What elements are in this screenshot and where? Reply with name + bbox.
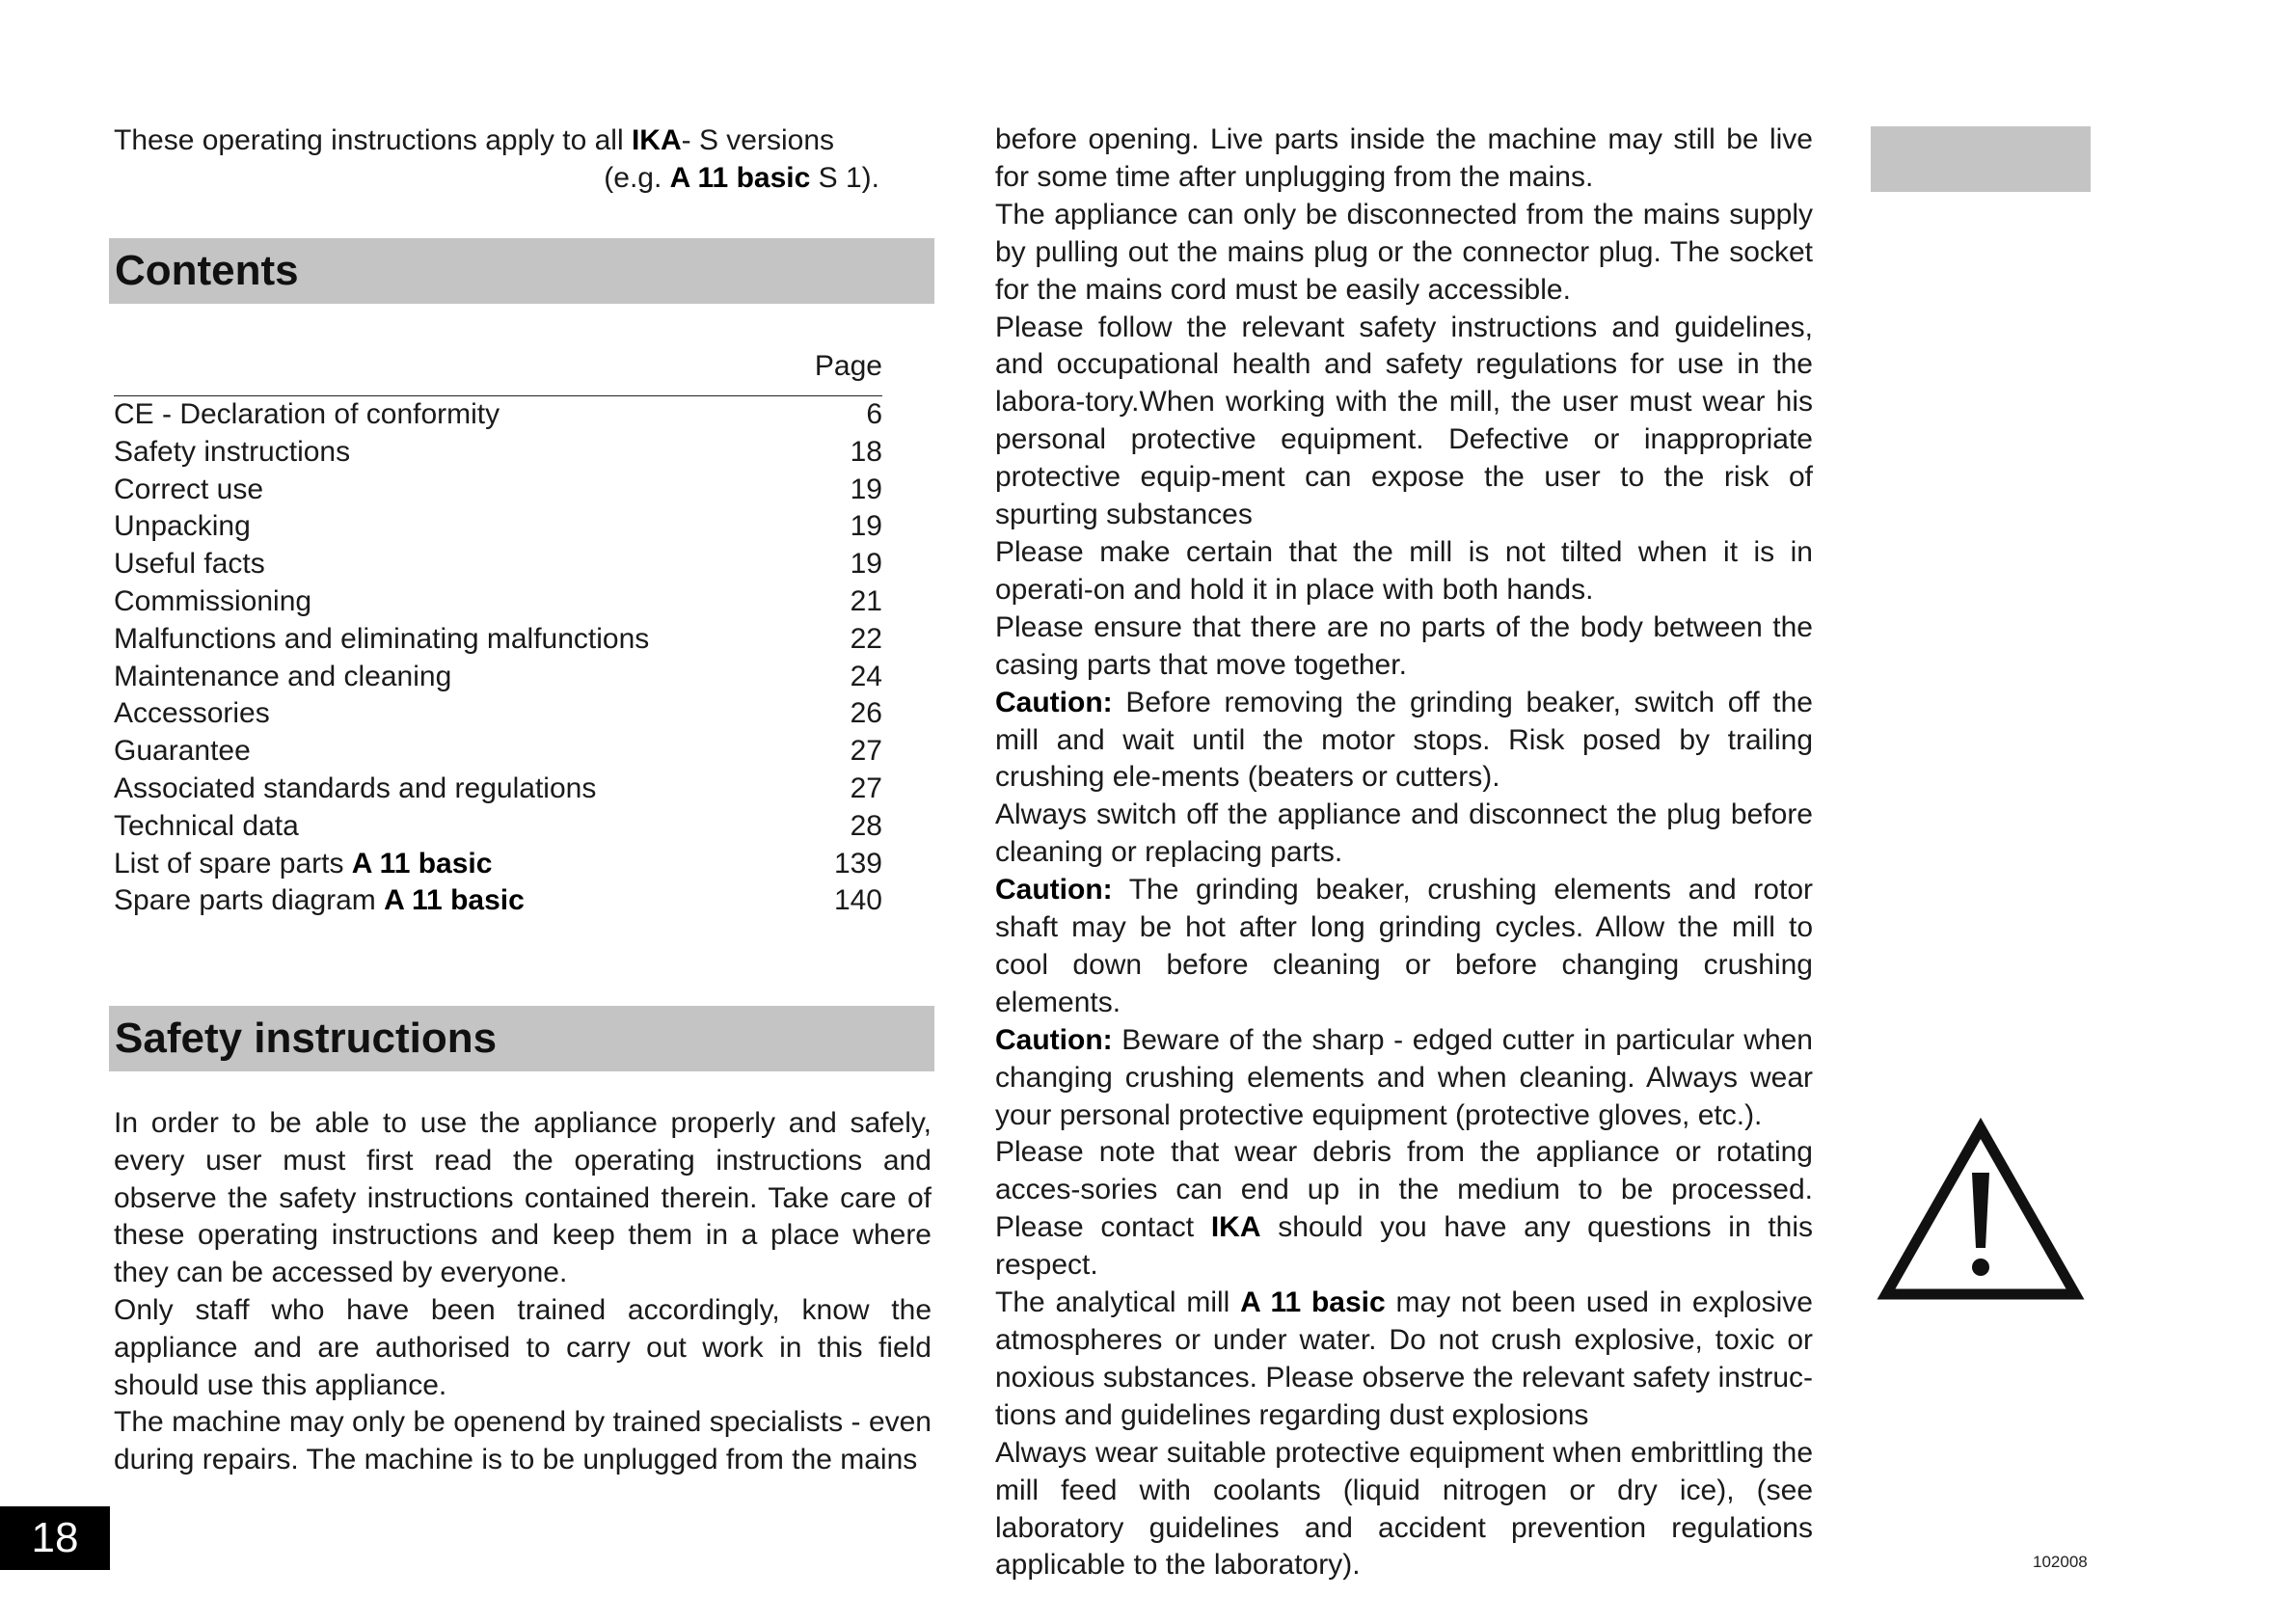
safety-paragraph: The analytical mill A 11 basic may not been used in explosive atmospheres or under water. Do not crush explosive, toxic or noxious substances. Please observe the relevant safety instruc-tions and guidelines regarding dust explosions [995,1286,1813,1431]
toc-entry-title: Guarantee [114,735,251,768]
toc-entry [114,621,882,659]
toc-entry-title: CE - Declaration of conformity [114,398,500,430]
document-code: 102008 [2033,1553,2088,1571]
caution-label: Caution: [995,1023,1113,1056]
toc-entry-title: Maintenance and cleaning [114,660,452,692]
toc-entry [114,659,882,696]
toc-entry [114,695,882,733]
table-of-contents [114,345,882,920]
caution-label: Caution: [995,686,1113,718]
toc-entry [114,771,882,808]
toc-entry-page: 19 [850,510,882,543]
page-number: 18 [0,1506,110,1570]
toc-entry-title: Malfunctions and eliminating malfunctions [114,622,650,655]
page-column-label: Page [114,345,882,396]
toc-entry [114,882,882,920]
toc-entry-page: 24 [850,660,882,692]
toc-entry-page: 27 [850,771,882,804]
safety-paragraph: Please ensure that there are no parts of the body between the casing parts that move together. [995,610,1813,681]
toc-entry [114,508,882,546]
contents-heading: Contents [109,238,934,304]
toc-entry-page: 6 [866,398,882,430]
toc-entry-title: List of spare parts A 11 basic [114,847,493,880]
toc-entry-page: 18 [850,435,882,468]
toc-entry-title: Associated standards and regulations [114,771,597,804]
toc-entry-title: Safety instructions [114,435,351,468]
toc-entry-page: 139 [833,847,882,880]
toc-entry-title: Correct use [114,473,264,505]
toc-entry [114,434,882,472]
toc-entry [114,846,882,883]
safety-text-left [114,1105,932,1479]
toc-entry-title: Unpacking [114,510,251,543]
toc-entry-page: 22 [850,622,882,655]
toc-entry-title: Technical data [114,809,299,842]
toc-entry-title: Commissioning [114,584,312,617]
toc-entry [114,733,882,771]
caution-paragraph: Caution: Beware of the sharp - edged cutter in particular when changing crushing elements and when cleaning. Always wear your personal protective equipment (protective gloves, etc.). [995,1023,1813,1131]
safety-paragraph: Please note that wear debris from the appliance or rotating acces-sories can end up in the medium to be processed. Please contact IKA should you have any questions in this respect. [995,1136,1814,1282]
safety-paragraph: The appliance can only be disconnected from the mains supply by pulling out the mains plug or the connector plug. The socket for the mains cord must be easily accessible. [995,198,1813,306]
safety-paragraph: Please follow the relevant safety instructions and guidelines, and occupational health and safety regulations for use in the labora-tory.When working with the mill, the user must wear his personal protective equipment. Defective or inappropriate protective equip-ment can expose the user to the risk of spurting substances [995,311,1813,531]
toc-entry [114,583,882,621]
caution-paragraph: Caution: The grinding beaker, crushing elements and rotor shaft may be hot after long grinding cycles. Allow the mill to cool down before cleaning or before changing crushing elements. [995,874,1813,1018]
toc-entry-page: 140 [833,884,882,917]
toc-entry-page: 28 [850,809,882,842]
intro-line-1: These operating instructions apply to all IKA- S versions [114,124,835,156]
safety-paragraph: The machine may only be openend by trained specialists - even during repairs. The machine is to be unplugged from the mains [114,1406,932,1476]
toc-entry [114,808,882,846]
safety-paragraph: before opening. Live parts inside the machine may still be live for some time after unplugging from the mains. [995,123,1813,193]
toc-entry [114,396,882,434]
toc-entry-title: Spare parts diagram A 11 basic [114,884,525,917]
toc-entry [114,546,882,583]
safety-paragraph: In order to be able to use the appliance properly and safely, every user must first read the operating instructions and observe the safety instructions contained therein. Take care of these operating instructions and keep them in a place where they can be accessed by everyone. [114,1107,932,1289]
toc-rows [114,396,882,920]
toc-entry [114,472,882,509]
caution-paragraph: Caution: Before removing the grinding beaker, switch off the mill and wait until the motor stops. Risk posed by trailing crushing ele-ments (beaters or cutters). [995,686,1813,794]
intro [114,122,879,197]
toc-entry-title: Useful facts [114,548,265,581]
section-tab [1871,126,2091,192]
safety-paragraph: Always switch off the appliance and disconnect the plug before cleaning or replacing parts. [995,798,1813,869]
toc-entry-page: 21 [850,584,882,617]
warning-triangle-icon [1875,1117,2087,1306]
toc-entry-page: 27 [850,735,882,768]
intro-line-2: (e.g. A 11 basic S 1). [604,162,879,194]
safety-paragraph: Only staff who have been trained accordingly, know the appliance and are authorised to carry out work in this field should use this appliance. [114,1293,932,1401]
toc-entry-page: 19 [850,473,882,505]
safety-heading: Safety instructions [109,1006,934,1071]
safety-text-right [995,122,1813,1584]
caution-label: Caution: [995,874,1113,907]
safety-paragraph: Always wear suitable protective equipment when embrittling the mill feed with coolants (liquid nitrogen or dry ice), (see laboratory guidelines and accident prevention regulations applicable to the laboratory). [995,1436,1813,1582]
toc-entry-page: 19 [850,548,882,581]
toc-entry-page: 26 [850,697,882,730]
safety-paragraph: Please make certain that the mill is not tilted when it is in operati-on and hold it in place with both hands. [995,535,1813,606]
toc-entry-title: Accessories [114,697,270,730]
